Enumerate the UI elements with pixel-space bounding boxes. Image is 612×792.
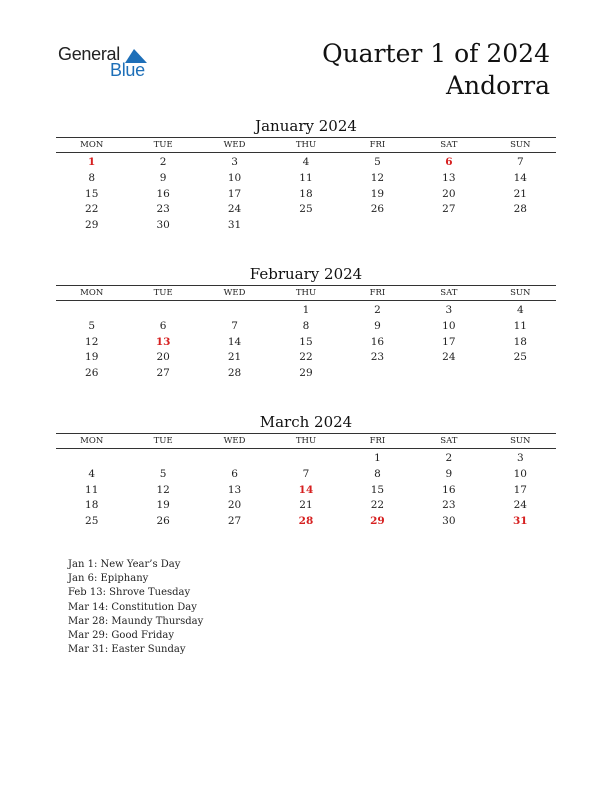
day-cell: 23 [370, 351, 385, 364]
day-cell: 18 [299, 187, 313, 200]
day-cell: 19 [85, 351, 99, 364]
day-cell: 22 [85, 203, 99, 216]
weekday-label: FRI [369, 288, 386, 298]
weekday-label: SUN [510, 288, 531, 298]
day-cell: 16 [156, 187, 170, 200]
day-blank [199, 303, 270, 319]
month-title: February 2024 [249, 265, 363, 283]
day-cell: 16 [442, 483, 456, 496]
day-cell: 21 [513, 187, 527, 200]
day-grid [56, 155, 556, 234]
weekday-label: TUE [153, 140, 173, 150]
day-blank [56, 303, 127, 319]
day-cell: 25 [513, 351, 527, 364]
day-cell: 22 [370, 499, 385, 512]
day-cell: 19 [370, 187, 385, 200]
day-cell: 9 [374, 319, 381, 332]
weekday-label: TUE [153, 288, 173, 298]
day-cell: 27 [227, 515, 242, 528]
day-cell: 15 [370, 483, 385, 496]
day-cell: 21 [227, 351, 242, 364]
month-march [56, 412, 556, 530]
day-cell: 5 [374, 156, 381, 168]
weekday-label: SUN [510, 140, 531, 150]
day-cell: 11 [299, 171, 313, 184]
month-title: March 2024 [259, 413, 353, 431]
day-grid [56, 303, 556, 382]
day-blank [127, 451, 198, 467]
day-cell: 17 [513, 483, 527, 496]
day-cell: 4 [88, 467, 96, 480]
holiday-item: Mar 29: Good Friday [68, 630, 174, 642]
day-cell: 15 [299, 335, 313, 348]
weekday-header [56, 433, 556, 449]
day-cell: 12 [370, 171, 385, 184]
day-cell: 13 [442, 171, 456, 184]
day-cell: 24 [513, 499, 527, 512]
day-cell: 3 [516, 452, 524, 464]
logo-general-text: General [58, 44, 120, 64]
holiday-item: Jan 6: Epiphany [68, 573, 149, 585]
day-cell: 30 [156, 219, 170, 232]
day-cell: 10 [442, 319, 456, 332]
month-january [56, 116, 556, 234]
day-cell: 25 [85, 515, 99, 528]
day-cell: 16 [370, 335, 385, 348]
day-cell: 13 [227, 483, 242, 496]
day-cell: 22 [299, 351, 313, 364]
logo [58, 44, 168, 84]
weekday-label: SUN [510, 436, 531, 446]
day-cell: 11 [513, 319, 527, 332]
day-cell: 9 [445, 467, 453, 480]
day-cell-holiday: 14 [298, 483, 314, 496]
day-cell: 8 [302, 319, 310, 332]
day-cell: 8 [88, 171, 96, 184]
day-cell: 25 [299, 203, 313, 216]
weekday-label: TUE [153, 436, 173, 446]
day-cell: 24 [227, 203, 242, 216]
day-blank [56, 451, 127, 467]
day-cell: 14 [513, 171, 527, 184]
day-cell: 5 [88, 319, 96, 332]
holiday-item: Mar 28: Maundy Thursday [68, 615, 204, 627]
day-cell: 26 [156, 515, 170, 528]
day-cell: 12 [85, 335, 99, 348]
day-cell-holiday: 1 [88, 156, 96, 168]
day-cell: 12 [156, 483, 170, 496]
day-cell: 23 [156, 203, 170, 216]
day-cell: 28 [513, 203, 527, 216]
day-cell: 6 [159, 319, 167, 332]
weekday-label: WED [223, 436, 246, 446]
holiday-item: Mar 31: Easter Sunday [68, 644, 186, 656]
weekday-header [56, 285, 556, 301]
day-cell: 10 [227, 171, 242, 184]
day-cell: 18 [85, 499, 99, 512]
title-quarter: Quarter 1 of 2024 [322, 39, 550, 68]
day-cell: 21 [299, 499, 313, 512]
day-cell: 20 [227, 499, 242, 512]
day-cell: 4 [516, 304, 524, 316]
day-cell: 28 [227, 367, 242, 380]
weekday-label: FRI [369, 140, 386, 150]
day-cell: 17 [442, 335, 456, 348]
day-cell: 1 [374, 452, 381, 464]
day-grid [56, 451, 556, 530]
weekday-label: FRI [369, 436, 386, 446]
day-cell: 9 [159, 171, 167, 184]
day-cell: 20 [442, 187, 456, 200]
day-cell: 6 [231, 467, 238, 480]
day-cell: 8 [374, 467, 381, 480]
title-country: Andorra [445, 71, 550, 100]
day-cell: 11 [85, 483, 99, 496]
day-cell: 5 [159, 467, 167, 480]
day-cell: 2 [159, 156, 167, 168]
day-cell: 24 [442, 351, 456, 364]
day-cell: 17 [227, 187, 242, 200]
day-cell: 7 [231, 319, 238, 332]
day-cell: 4 [302, 156, 310, 168]
day-cell: 26 [85, 367, 99, 380]
weekday-label: SAT [440, 288, 458, 298]
day-cell: 15 [85, 187, 99, 200]
weekday-label: WED [223, 140, 246, 150]
logo-blue-text: Blue [110, 60, 145, 80]
day-cell-holiday: 13 [155, 335, 171, 348]
day-cell-holiday: 6 [445, 156, 453, 168]
day-cell: 19 [156, 499, 170, 512]
holiday-item: Feb 13: Shrove Tuesday [68, 587, 191, 599]
day-cell: 7 [302, 467, 310, 480]
weekday-label: THU [295, 436, 317, 446]
day-cell: 29 [85, 219, 99, 232]
day-cell-holiday: 31 [512, 515, 528, 528]
day-cell-holiday: 29 [370, 515, 385, 528]
weekday-header [56, 137, 556, 153]
day-blank [127, 303, 198, 319]
day-cell: 20 [156, 351, 170, 364]
weekday-label: SAT [440, 436, 458, 446]
day-cell: 3 [445, 304, 453, 316]
day-cell-holiday: 28 [298, 515, 314, 528]
weekday-label: THU [295, 288, 317, 298]
weekday-label: MON [80, 436, 104, 446]
day-cell: 1 [302, 304, 310, 316]
day-blank [270, 451, 341, 467]
day-blank [199, 451, 270, 467]
month-title: January 2024 [255, 117, 357, 135]
holiday-item: Jan 1: New Year’s Day [68, 559, 181, 570]
weekday-label: MON [80, 288, 104, 298]
day-cell: 10 [513, 467, 527, 480]
weekday-label: WED [223, 288, 246, 298]
day-cell: 2 [374, 304, 381, 316]
day-cell: 30 [442, 515, 456, 528]
day-cell: 27 [156, 367, 170, 380]
day-cell: 27 [442, 203, 456, 216]
day-cell: 3 [231, 156, 238, 168]
day-cell: 14 [227, 335, 242, 348]
day-cell: 26 [370, 203, 385, 216]
day-cell: 2 [445, 452, 453, 464]
day-cell: 7 [516, 156, 524, 168]
holiday-list [68, 558, 203, 657]
month-february [56, 264, 556, 382]
weekday-label: SAT [440, 140, 458, 150]
holiday-item: Mar 14: Constitution Day [68, 601, 197, 613]
page-title [322, 38, 550, 102]
day-cell: 29 [299, 367, 313, 380]
day-cell: 18 [513, 335, 527, 348]
weekday-label: MON [80, 140, 104, 150]
day-cell: 23 [442, 499, 456, 512]
day-cell: 31 [227, 219, 242, 232]
weekday-label: THU [295, 140, 317, 150]
